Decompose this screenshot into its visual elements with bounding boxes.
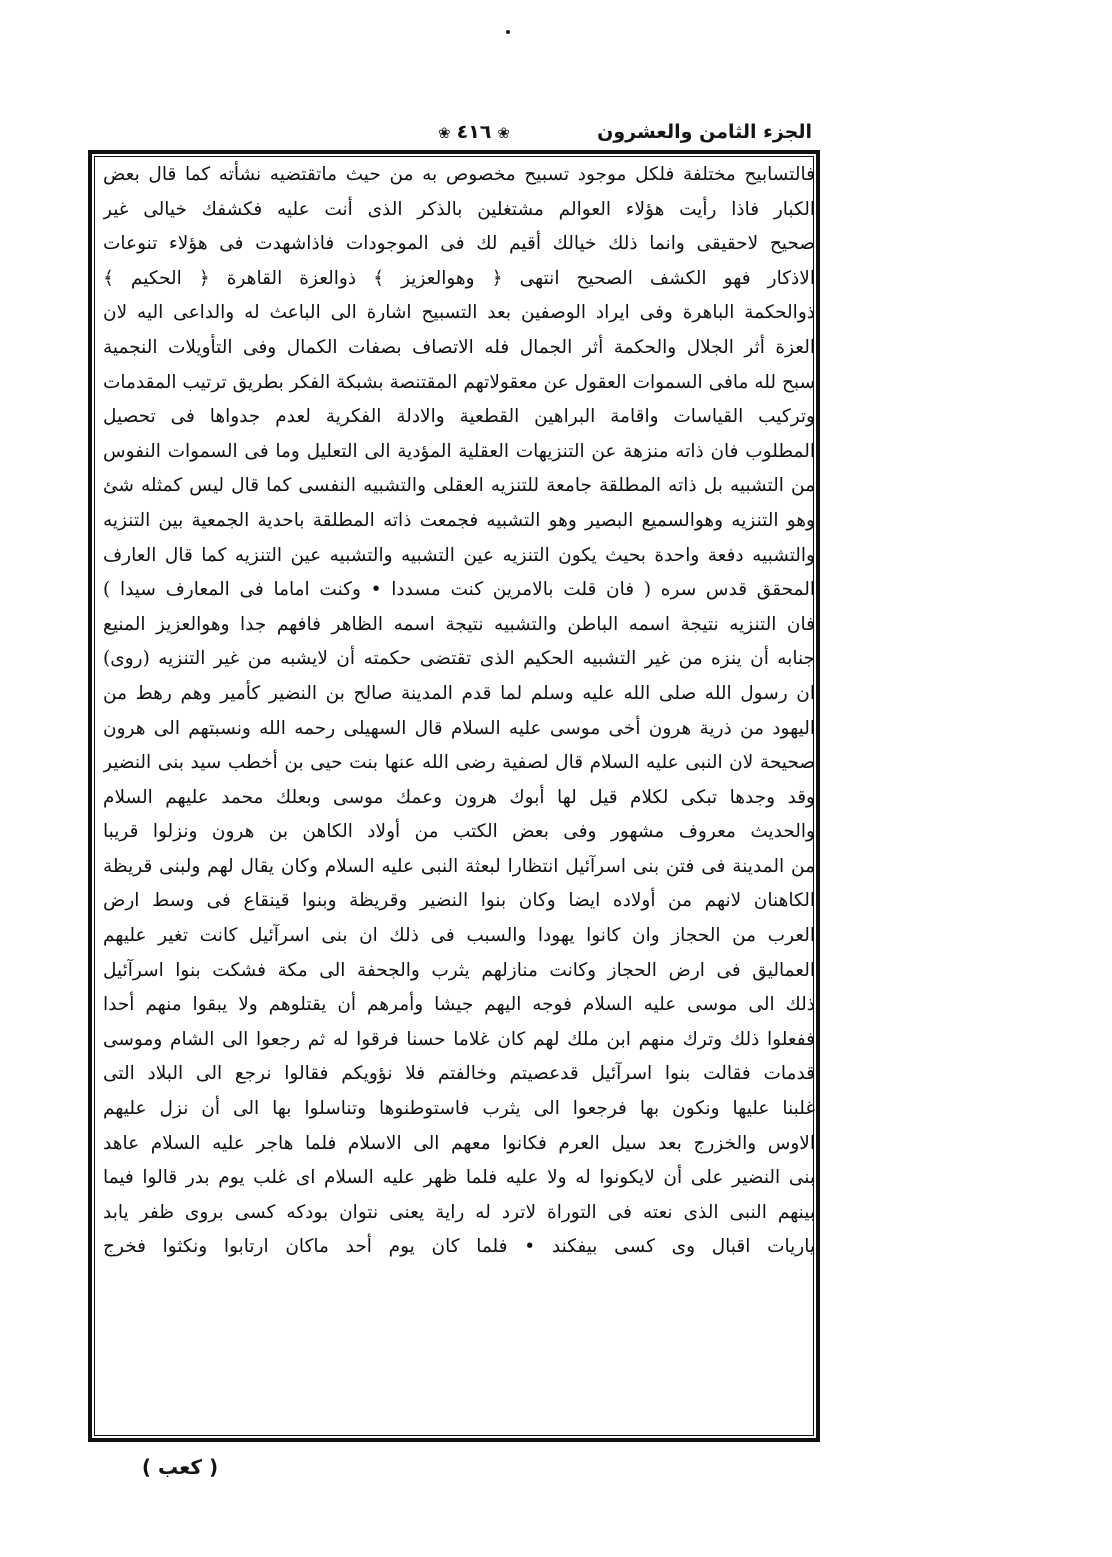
text-line: الاوس والخزرج بعد سيل العرم فكانوا معهم الى الاسلام فلما هاجر عليه السلام عاهد xyxy=(103,1132,815,1154)
text-line: بينهم النبى الذى نعته فى التوراة لاترد له راية يعنى نتوان بودكه كسى بروى ظفر يابد xyxy=(103,1201,815,1223)
ornament-flower-icon: ❀ xyxy=(438,124,451,142)
text-line: الاذكار فهو الكشف الصحيح انتهى ﴿ وهوالعزيز ﴾ ذوالعزة القاهرة ﴿ الحكيم ﴾ xyxy=(103,267,815,289)
text-line: ان رسول الله صلى الله عليه وسلم لما قدم المدينة صالح بن النضير كأمير وهم رهط من xyxy=(103,682,815,704)
page-number-group xyxy=(404,116,544,149)
text-line: وقد وجدها تبكى لكلام قيل لها أبوك هرون وعمك موسى وبعلك محمد عليهم السلام xyxy=(103,786,815,808)
text-line: ففعلوا ذلك وترك منهم ابن ملك لهم كان غلاما حسنا فرقوا له ثم رجعوا الى الشام وموسى xyxy=(103,1028,815,1050)
text-line: الكبار فاذا رأيت هؤلاء العوالم مشتغلين بالذكر الذى أنت عليه فكشفك خيالى غير xyxy=(103,198,815,220)
text-line: جنابه أن ينزه من غير التشبيه الحكيم الذى تقتضى حكمته أن لايشبه من غير التنزيه (روى) xyxy=(103,648,815,670)
text-line: والحديث معروف مشهور وفى بعض الكتب من أولاد الكاهن بن هرون ونزلوا قريبا xyxy=(103,821,815,843)
text-line: المطلوب فان ذاته منزهة عن التنزيهات العقلية المؤدية الى التعليل وما فى السموات النفوس xyxy=(103,440,815,462)
text-line: غلبنا عليها ونكون بها فرجعوا الى يثرب فاستوطنوها وتناسلوا بها الى أن نزل عليهم xyxy=(103,1098,815,1120)
text-line: وتركيب القياسات واقامة البراهين القطعية والادلة الفكرية لعدم جدواها فى تحصيل xyxy=(103,406,815,428)
text-line: فان التنزيه نتيجة اسمه الباطن والتشبيه نتيجة اسمه الظاهر فافهم جدا وهوالعزيز المنيع xyxy=(103,613,815,635)
text-line: المحقق قدس سره ( فان قلت بالامرين كنت مسددا • وكنت اماما فى المعارف سيدا ) xyxy=(103,579,815,601)
text-line: فالتسابيح مختلفة فلكل موجود تسبيح مخصوص به من حيث ماتقتضيه نشأته كما قال بعض xyxy=(103,164,815,185)
text-line: اليهود من ذرية هرون أخى موسى عليه السلام قال السهيلى رحمه الله ونسبتهم الى هرون xyxy=(103,717,815,739)
main-text xyxy=(103,158,815,1438)
running-title: الجزء الثامن والعشرون xyxy=(597,121,812,143)
catchword: ( كعب ) xyxy=(141,1455,219,1479)
text-line: بنى النضير على أن لايكونوا له ولا عليه فلما ظهر عليه السلام اى غلب يوم بدر قالوا فيما xyxy=(103,1167,815,1189)
text-line: صحيح لاحقيقى وانما ذلك خيالك أقيم لك فى الموجودات فاذاشهدت فى هؤلاء تنوعات xyxy=(103,233,815,255)
text-line: العماليق فى ارض الحجاز وكانت منازلهم يثرب والجحفة الى مكة فشكت بنوا اسرآئيل xyxy=(103,959,815,981)
text-line: ياريات اقبال وى كسى بيفكند • فلما كان يوم أحد ماكان ارتابوا ونكثوا فخرج xyxy=(103,1236,815,1258)
text-line: والتشبيه دفعة واحدة بحيث يكون التنزيه عين التشبيه والتشبيه عين التنزيه كما قال العارف xyxy=(103,544,815,566)
text-line: من المدينة فى فتن بنى اسرآئيل انتظارا لبعثة النبى عليه السلام وكان يقال لهم ولبنى قريظة xyxy=(103,855,815,877)
text-line: صحيحة لان النبى عليه السلام قال لصفية رضى الله عنها بنت حيى بن أخطب سيد بنى النضير xyxy=(103,752,815,774)
text-line: وهو التنزيه وهوالسميع البصير وهو التشبيه فجمعت ذاته المطلقة باحدية الجمعية بين التنزيه xyxy=(103,509,815,531)
ornament-flower-icon: ❀ xyxy=(497,124,510,142)
text-line: سبح لله مافى السموات العقول عن معقولاتهم المقتنصة بشبكة الفكر بطريق ترتيب المقدمات xyxy=(103,371,815,393)
text-line: الكاهنان لانهم من أولاده ايضا وكان بنوا النضير وقريظة وبنوا قينقاع فى وسط ارض xyxy=(103,890,815,912)
text-line: قدمات فقالت بنوا اسرآئيل قدعصيتم وخالفتم فلا نؤويكم فقالوا نرجع الى البلاد التى xyxy=(103,1063,815,1085)
text-line: العزة أثر الجلال والحكمة أثر الجمال فله الاتصاف بصفات الكمال وفى التأويلات النجمية xyxy=(103,336,815,358)
page-number: ٤١٦ xyxy=(456,121,492,143)
text-line: من التشبيه بل ذاته المطلقة جامعة للتنزيه العقلى والتشبيه النفسى كما قال ليس كمثله شئ xyxy=(103,475,815,497)
page-header xyxy=(92,116,812,148)
text-line: ذوالحكمة الباهرة وفى ايراد الوصفين بعد التسبيح اشارة الى الباعث له والداعى اليه لان xyxy=(103,302,815,324)
page-speck xyxy=(506,30,510,34)
text-line: ذلك الى موسى عليه السلام فوجه اليهم جيشا وأمرهم أن يقتلوهم ولا يبقوا منهم أحدا xyxy=(103,994,815,1016)
text-line: العرب من الحجاز وان كانوا يهودا والسبب فى ذلك ان بنى اسرآئيل كانت تغير عليهم xyxy=(103,925,815,947)
